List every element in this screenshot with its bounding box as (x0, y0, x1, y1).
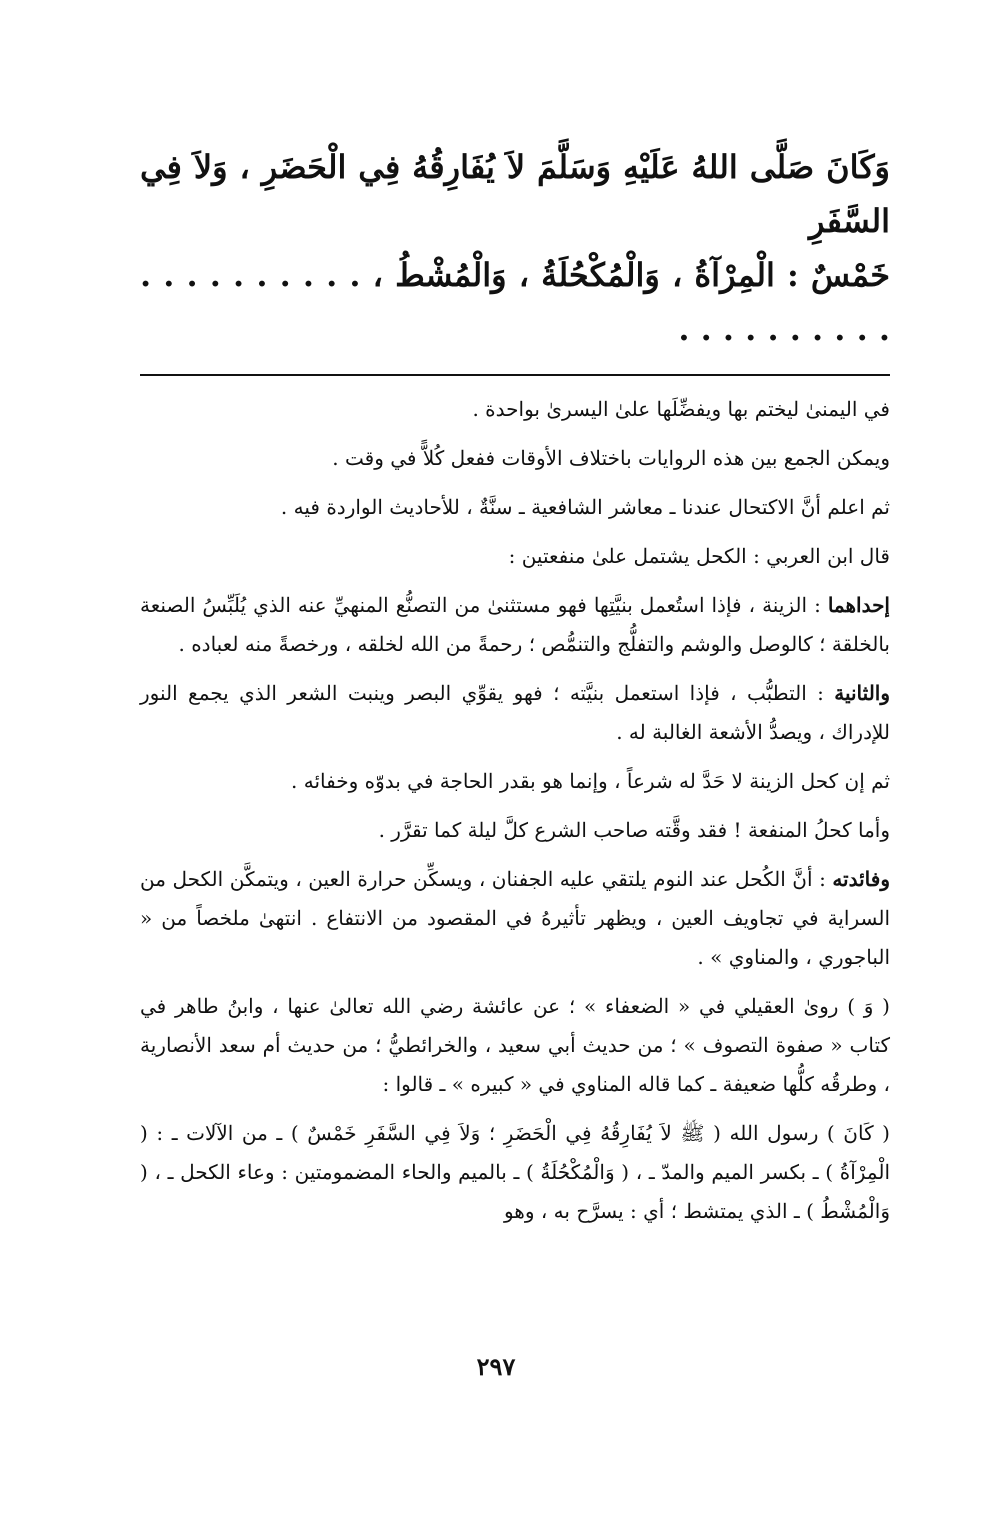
paragraph: وأما كحلُ المنفعة ! فقد وقَّته صاحب الشرع كلَّ ليلة كما تقرَّر . (378, 818, 890, 842)
paragraph-lead: والثانية (834, 681, 890, 705)
paragraph (140, 586, 890, 664)
paragraph: في اليمنىٰ ليختم بها ويفضِّلَها علىٰ اليسرىٰ بواحدة . (472, 397, 890, 421)
paragraph: ( وَ ) روىٰ العقيلي في « الضعفاء » ؛ عن عائشة رضي الله تعالىٰ عنها ، وابنُ طاهر في كتاب « صفوة التصوف » ؛ من حديث أبي سعيد ، والخرائطيُّ ؛ من حديث أم سعد الأنصارية ، وطرقُه كلُّها ضعيفة ـ كما قاله المناوي في « كبيره » ـ قالوا : (140, 994, 890, 1096)
paragraph: ( كَانَ ) رسول الله ( ﷺ لاَ يُفَارِقُهُ فِي الْحَضَرِ ؛ وَلاَ فِي السَّفَرِ خَمْسٌ ) ـ من الآلات ـ : ( الْمِرْآةُ ) ـ بكسر الميم والمدّ ـ ، ( وَالْمُكْحُلَةُ ) ـ بالميم والحاء المضمومتين : وعاء الكحل ـ ، ( وَالْمُشْطُ ) ـ الذي يمتشط ؛ أي : يسرَّح به ، وهو (140, 1121, 890, 1223)
main-text-line: خَمْسٌ : الْمِرْآةُ ، وَالْمُكْحُلَةُ ، وَالْمُشْطُ ، . . . . . . . . . . . . . . . . . . . . (140, 256, 891, 348)
page-number: ٢٩٧ (476, 1352, 516, 1381)
paragraph (140, 860, 890, 977)
paragraph: ويمكن الجمع بين هذه الروايات باختلاف الأوقات ففعل كُلاًّ في وقت . (332, 446, 890, 470)
main-text (140, 140, 890, 356)
paragraph: ثم اعلم أنَّ الاكتحال عندنا ـ معاشر الشافعية ـ سنَّةٌ ، للأحاديث الواردة فيه . (280, 495, 890, 519)
page-content (140, 140, 890, 1241)
commentary (140, 390, 890, 1231)
paragraph-lead: إحداهما (827, 593, 890, 617)
main-text-line: وَكَانَ صَلَّى اللهُ عَلَيْهِ وَسَلَّمَ لاَ يُفَارِقُهُ فِي الْحَضَرِ ، وَلاَ فِي السَّفَرِ (140, 148, 891, 240)
paragraph: قال ابن العربي : الكحل يشتمل علىٰ منفعتين : (508, 544, 890, 568)
paragraph-lead: وفائدته (832, 867, 890, 891)
paragraph-body: : الزينة ، فإذا استُعمل بنيَّتِها فهو مستثنىٰ من التصنُّع المنهيِّ عنه الذي يُلَبِّسُ الصنعة بالخلقة ؛ كالوصل والوشم والتفلُّج والتنمُّص ؛ رحمةً من الله لخلقه ، ورخصةً منه لعباده . (140, 593, 890, 656)
paragraph (140, 674, 890, 752)
paragraph-body: : التطبُّب ، فإذا استعمل بنيَّته ؛ فهو يقوِّي البصر وينبت الشعر الذي يجمع النور للإدراك ، ويصدُّ الأشعة الغالبة له . (140, 681, 890, 744)
separator-rule (140, 374, 890, 376)
paragraph: ثم إن كحل الزينة لا حَدَّ له شرعاً ، وإنما هو بقدر الحاجة في بدوّه وخفائه . (291, 769, 890, 793)
paragraph-body: : أنَّ الكُحل عند النوم يلتقي عليه الجفنان ، ويسكِّن حرارة العين ، ويتمكَّن الكحل من السراية في تجاويف العين ، ويظهر تأثيرهُ في المقصود من الانتفاع . انتهىٰ ملخصاً من « الباجوري ، والمناوي » . (140, 867, 890, 969)
